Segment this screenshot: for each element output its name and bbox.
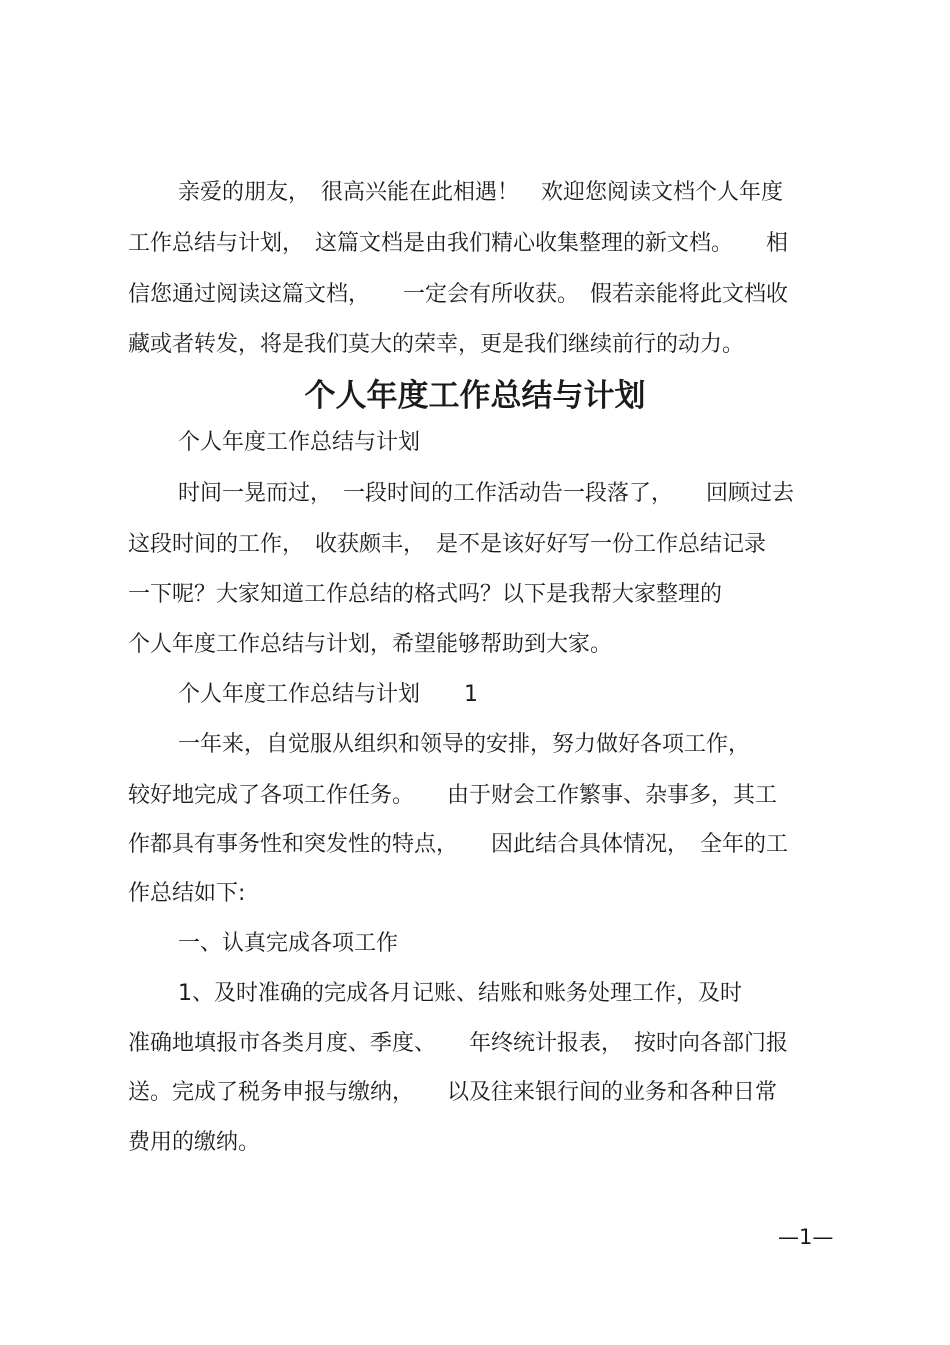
body-line: 较好地完成了各项工作任务。 由于财会工作繁事、杂事多，其工	[128, 783, 778, 808]
body-line: 费用的缴纳。	[128, 1130, 261, 1155]
body-line: 1、及时准确的完成各月记账、结账和账务处理工作，及时	[178, 981, 742, 1006]
subtitle-line: 个人年度工作总结与计划	[178, 430, 421, 455]
intro-line-3: 信您通过阅读这篇文档， 一定会有所收获。 假若亲能将此文档收	[128, 282, 789, 307]
body-line: 准确地填报市各类月度、季度、 年终统计报表， 按时向各部门报	[128, 1031, 789, 1056]
body-line: 一年来，自觉服从组织和领导的安排，努力做好各项工作，	[178, 732, 751, 757]
body-line: 一下呢？大家知道工作总结的格式吗？以下是我帮大家整理的	[128, 582, 723, 607]
body-line: 这段时间的工作， 收获颇丰， 是不是该好好写一份工作总结记录	[128, 532, 767, 557]
section-heading: 个人年度工作总结与计划 1	[178, 682, 478, 707]
page-number: —1—	[778, 1225, 834, 1249]
body-line: 时间一晃而过， 一段时间的工作活动告一段落了， 回顾过去	[178, 481, 795, 506]
section-heading: 一、认真完成各项工作	[178, 931, 399, 956]
body-line: 作总结如下:	[128, 881, 246, 906]
intro-line-2: 工作总结与计划， 这篇文档是由我们精心收集整理的新文档。 相	[128, 231, 789, 256]
body-line: 送。完成了税务申报与缴纳， 以及往来银行间的业务和各种日常	[128, 1080, 778, 1105]
intro-line-1: 亲爱的朋友， 很高兴能在此相遇！ 欢迎您阅读文档个人年度	[178, 180, 784, 205]
body-line: 作都具有事务性和突发性的特点， 因此结合具体情况， 全年的工	[128, 832, 789, 857]
body-line: 个人年度工作总结与计划，希望能够帮助到大家。	[128, 632, 613, 657]
document-title: 个人年度工作总结与计划	[304, 378, 646, 414]
intro-line-4: 藏或者转发，将是我们莫大的荣幸，更是我们继续前行的动力。	[128, 332, 745, 357]
